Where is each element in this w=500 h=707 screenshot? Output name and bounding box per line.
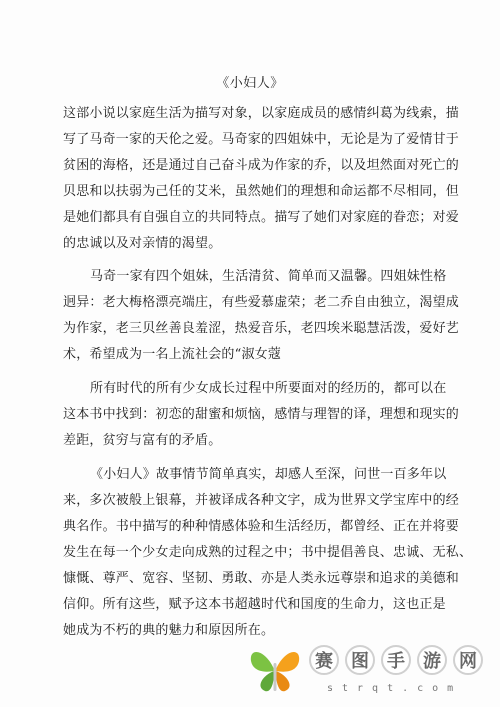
watermark-char: 游 xyxy=(417,645,447,675)
paragraph-line: 《小妇人》故事情节简单真实，却感人至深，问世一百多年以 xyxy=(90,467,447,482)
paragraph-line: 慷慨、尊严、宽容、坚韧、勇敢、亦是人类永远尊崇和追求的美德和 xyxy=(63,571,460,586)
paragraph-line: 这本书中找到：初恋的甜蜜和烦恼，感情与理智的译，理想和现实的 xyxy=(63,407,460,422)
paragraph-line: 为作家，老三贝丝善良羞涩，热爱音乐，老四埃米聪慧活泼，爱好艺 xyxy=(63,321,460,336)
watermark-char: 赛 xyxy=(309,645,339,675)
paragraph-line: 马奇一家有四个姐妹，生活清贫、简单而又温馨。四姐妹性格 xyxy=(90,269,447,284)
watermark-domain: strqt.com xyxy=(327,683,463,694)
paragraph-line: 发生在每一个少女走向成熟的过程之中；书中提倡善良、忠诚、无私、 xyxy=(63,545,473,560)
paragraph-line: 她成为不朽的典的魅力和原因所在。 xyxy=(63,623,275,638)
paragraph-line: 贫困的海格，还是通过自己奋斗成为作家的乔，以及坦然面对死亡的 xyxy=(63,158,460,173)
paragraph-line: 所有时代的所有少女成长过程中所要面对的经历的，都可以在 xyxy=(90,381,447,396)
paragraph-line: 是她们都具有自强自立的共同特点。描写了她们对家庭的眷恋；对爱 xyxy=(63,210,460,225)
site-watermark xyxy=(247,639,492,701)
watermark-char: 图 xyxy=(345,645,375,675)
watermark-chars xyxy=(309,645,483,675)
paragraph-line: 迥异：老大梅格漂亮端庄，有些爱慕虚荣；老二乔自由独立，渴望成 xyxy=(63,295,460,310)
watermark-char: 手 xyxy=(381,645,411,675)
paragraph-line: 来，多次被般上银幕，并被译成各种文字，成为世界文学宝库中的经 xyxy=(63,493,460,508)
paragraph-line: 典名作。书中描写的种种情感体验和生活经历，都曾经、正在并将要 xyxy=(63,519,460,534)
paragraph-line: 差距，贫穷与富有的矛盾。 xyxy=(63,433,222,448)
paragraph-line: 贝思和以扶弱为己任的艾米，虽然她们的理想和命运都不尽相同，但 xyxy=(63,184,460,199)
butterfly-logo-icon xyxy=(247,643,303,695)
paragraph-line: 的忠诚以及对亲情的渴望。 xyxy=(63,236,222,251)
paragraph-line: 信仰。所有这些，赋予这本书超越时代和国度的生命力，这也正是 xyxy=(63,597,446,612)
paragraph-line: 术，希望成为一名上流社会的“淑女蔻 xyxy=(63,347,282,362)
watermark-char: 网 xyxy=(453,645,483,675)
paragraph-line: 写了马奇一家的天伦之爱。马奇家的四姐妹中，无论是为了爱情甘于 xyxy=(63,132,460,147)
paragraph-line: 这部小说以家庭生活为描写对象，以家庭成员的感情纠葛为线索，描 xyxy=(63,106,460,121)
document-title: 《小妇人》 xyxy=(216,76,284,91)
